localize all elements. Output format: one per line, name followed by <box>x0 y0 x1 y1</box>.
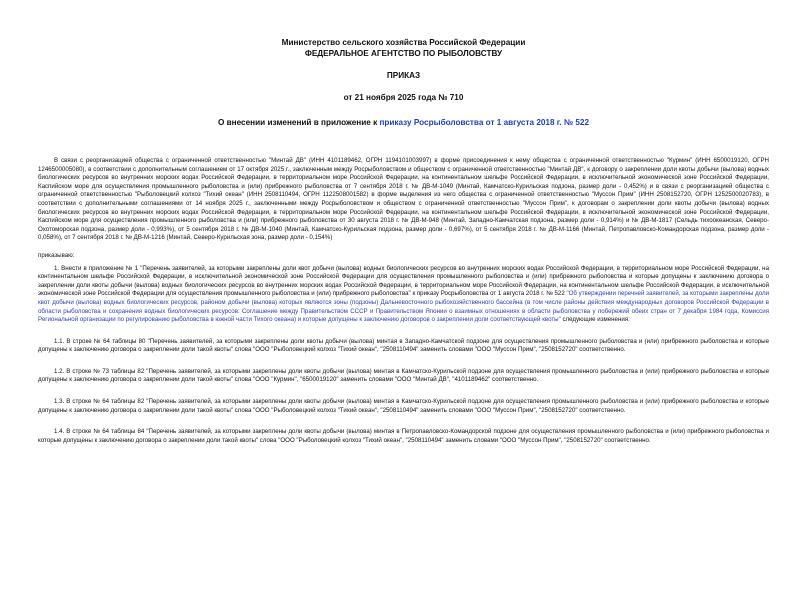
order-body <box>38 157 769 445</box>
item-1-text: 1. Внести в приложение № 1 "Перечень заявителей, за которыми закреплены доли квот добычи (вылова) водных биологических ресурсов во внутренних морских водах Российской Федерации, в территориальном море Российской Федерации, на континентальном шельфе Российской Федерации, в исключительной экономической зоне Российской Федерации для осуществления промышленного рыболовства и (или) прибрежного рыболовства и которые допущены к заключению договора о закреплении доли квоты добычи (вылова) водных биологических ресурсов во внутренних морских водах Российской Федерации, в территориальном море Российской Федерации, на континентальном шельфе Российской Федерации, в исключительной экономической зоне Российской Федерации для осуществления промышленного рыболовства и (или) прибрежного рыболовства" к приказу Росрыболовства от 1 августа 2018 г. № 522 <box>38 264 769 298</box>
preamble-paragraph: В связи с реорганизацией общества с ограниченной ответственностью "Минтай ДВ" (ИНН 4101189462, ОГРН 1194101003997) в форме присоединения к нему общества с ограниченной ответственностью "Курмин" (ИНН 6500019120, ОГРН 1246500005080), в соответствии с дополнительным соглашением от 17 октября 2025 г., заключенным между Росрыболовством и обществом с ограниченной ответственностью "Минтай ДВ", к договору о закреплении доли квоты добычи (вылова) водных биологических ресурсов во внутренних морских водах Российской Федерации, в территориальном море Российской Федерации, на континентальном шельфе Российской Федерации, в исключительной экономической зоне Российской Федерации, Каспийском море для осуществления промышленного рыболовства и (или) прибрежного рыболовства от 7 сентября 2018 г. № ДВ-М-1049 (Минтай, Камчатско-Курильская подзона, размер доли - 0,452%) и в связи с реорганизацией общества с ограниченной ответственностью "Рыболовецкий колхоз "Тихий океан" (ИНН 2508110494, ОГРН 1122508001582) в форме выделения из него общества с ограниченной ответственностью "Муссон Прим" (ИНН 2508152720, ОГРН 1252500020783), в соответствии с дополнительными соглашениями от 14 ноября 2025 г., заключенными между Росрыболовством и обществом с ограниченной ответственностью "Муссон Прим", к договорам о закреплении доли квоты добычи (вылова) водных биологических ресурсов во внутренних морских водах Российской Федерации, в территориальном море Российской Федерации, на континентальном шельфе Российской Федерации, в исключительной экономической зоне Российской Федерации, Каспийском море для осуществления промышленного рыболовства и (или) прибрежного рыболовства от 30 августа 2018 г. № ДВ-М-948 (Минтай, Западно-Камчатская подзона, размер доли - 0,914%) и № ДВ-М-1817 (Сельдь тихоокеанская, Северо-Охотоморская подзона, размер доли - 0,993%), от 5 сентября 2018 г. № ДВ-М-1040 (Минтай, Камчатско-Курильская подзона, размер доли - 0,697%), от 5 сентября 2018 г. № ДВ-М-1166 (Минтай, Петропавловско-Командорская подзона, размер доли - 0,058%), от 7 сентября 2018 г. № ДВ-М-1216 (Минтай, Северо-Курильская зона, размер доли - 0,154%) <box>38 157 769 242</box>
subject-order-link[interactable]: приказу Росрыболовства от 1 августа 2018 г. № 522 <box>379 118 590 127</box>
agency-name: ФЕДЕРАЛЬНОЕ АГЕНТСТВО ПО РЫБОЛОВСТВУ <box>304 49 503 58</box>
order-date-number: от 21 ноября 2025 года № 710 <box>343 93 464 102</box>
item-1-order-link[interactable]: "Об утверждении перечней заявителей, за которыми закреплены доли квот добычи (вылова) водных биологических ресурсов, районом добычи (вылова) которых являются зоны (подзоны) Дальневосточного рыбохозяйственного бассейна (в том числе районы действия международных договоров Российской Федерации в области рыболовства и сохранения водных биологических ресурсов: Соглашение между Правительством СССР и Правительством Японии о взаимных отношениях в области рыболовства у побережий обеих стран от 7 декабря 1984 года, Комиссия Региональной организации по регулированию рыболовства в южной части Тихого океана) и которые допущены к заключению договоров о закреплении доли соответствующей квоты" <box>38 290 769 324</box>
item-1 <box>38 265 769 325</box>
item-1-1: 1.1. В строке № 64 таблицы 80 "Перечень заявителей, за которыми закреплены доли квоты добычи (вылова) минтая в Западно-Камчатской подзоне для осуществления промышленного рыболовства и (или) прибрежного рыболовства и которые допущены к заключению договора о закреплении доли такой квоты" слова "ООО "Рыболовецкий колхоз "Тихий океан", "2508110494" заменить словами "ООО "Муссон Прим", "2508152720" соответственно. <box>38 337 769 354</box>
order-word: приказываю: <box>38 251 75 259</box>
subject-text: О внесении изменений в приложение к <box>217 118 380 127</box>
item-1-tail: следующие изменения: <box>560 316 630 324</box>
document-page <box>0 37 807 608</box>
item-1-4: 1.4. В строке № 64 таблицы 84 "Перечень заявителей, за которыми закреплены доли квоты добычи (вылова) минтая в Петропавловско-Командорской подзоне для осуществления промышленного рыболовства и (или) прибрежного рыболовства и которые допущены к заключению договора о закреплении доли такой квоты" слова "ООО "Рыболовецкий колхоз "Тихий океан", "2508110494" заменить словами "ООО "Муссон Прим", "2508152720" соответственно. <box>38 428 769 444</box>
document-type: ПРИКАЗ <box>386 71 421 80</box>
order-subject <box>38 117 769 128</box>
ministry-name: Министерство сельского хозяйства Российской Федерации <box>281 38 526 47</box>
item-1-2: 1.2. В строке № 73 таблицы 82 "Перечень заявителей, за которыми закреплены доли квоты добычи (вылова) минтая в Камчатско-Курильской подзоне для осуществления промышленного рыболовства и (или) прибрежного рыболовства и которые допущены к заключению договора о закреплении доли такой квоты" слова "ООО "Курмин", "6500019120" заменить словами "ООО "Минтай ДВ", "4101189462" соответственно. <box>38 367 769 384</box>
item-1-3: 1.3. В строке № 64 таблицы 82 "Перечень заявителей, за которыми закреплены доли квоты добычи (вылова) минтая в Камчатско-Курильской подзоне для осуществления промышленного рыболовства и (или) прибрежного рыболовства и которые допущены к заключению договора о закреплении доли такой квоты" слова "ООО "Рыболовецкий колхоз "Тихий океан", "2508110494" заменить словами "ООО "Муссон Прим", "2508152720" соответственно. <box>38 398 769 414</box>
